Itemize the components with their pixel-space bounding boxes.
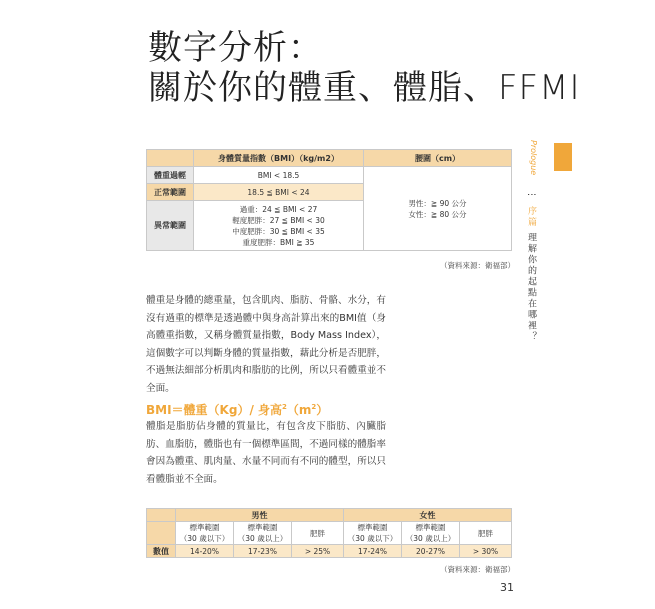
formula-suffix: （m xyxy=(286,403,312,417)
female-value-obese: > 30% xyxy=(460,545,512,558)
value-underweight: BMI < 18.5 xyxy=(194,167,364,184)
row-label-underweight: 體重過輕 xyxy=(147,167,194,184)
male-std-under30: 標準範圍 （30 歲以下） xyxy=(176,522,234,545)
formula-sup2: 2 xyxy=(311,403,317,411)
value-abnormal xyxy=(194,201,364,251)
paragraph-bmi: 體重是身體的總重量，包含肌肉、脂肪、骨骼、水分，有沒有過重的標準是透過體中與身高計算出來的BMI值（身高體重指數，又稱身體質量指數，Body Mass Index），這個數字可以判斷身體的質量指數，藉此分析是否肥胖，不過無法細部分析肌肉和脂肪的比例，所以只看體重並不全面。 xyxy=(146,295,386,394)
waist-male: 男性：≧ 90 公分 xyxy=(408,198,467,208)
title-line-1: 數字分析： xyxy=(148,28,323,68)
page-number: 31 xyxy=(500,581,514,594)
header-bmi: 身體質量指數（BMI）（kg/m2） xyxy=(194,150,364,167)
chapter-tab xyxy=(554,143,572,171)
moderate-obese-line: 中度肥胖：30 ≦ BMI < 35 xyxy=(232,226,325,236)
male-header: 男性 xyxy=(176,509,344,522)
body-fat-table xyxy=(146,508,512,558)
side-subtitle: 理解你的起點在哪裡？ xyxy=(526,232,536,343)
paragraph-body-fat: 體脂是脂肪佔身體的質量比，有包含皮下脂肪、內臟脂肪、血脂肪，體脂也有一個標準區間，不過同樣的體脂率會因為體重、肌肉量、水量不同而有不同的體型，所以只看體脂並不全面。 xyxy=(146,421,386,485)
female-value-under30: 17-24% xyxy=(344,545,402,558)
header-corner xyxy=(147,150,194,167)
formula-end: ） xyxy=(316,403,329,417)
female-obese-header: 肥胖 xyxy=(460,522,512,545)
side-highlight: 序篇 xyxy=(526,205,536,228)
male-std-over30: 標準範圍 （30 歲以上） xyxy=(234,522,292,545)
waist-cell xyxy=(364,167,512,251)
overweight-line: 過重：24 ≦ BMI < 27 xyxy=(239,204,318,214)
bmi-table xyxy=(146,149,512,251)
mild-obese-line: 輕度肥胖：27 ≦ BMI < 30 xyxy=(232,215,325,225)
corner-cell-2 xyxy=(147,522,176,545)
bmi-formula xyxy=(146,401,328,418)
side-chapter-text xyxy=(524,190,538,343)
value-normal: 18.5 ≦ BMI < 24 xyxy=(194,184,364,201)
female-std-over30: 標準範圍 （30 歲以上） xyxy=(402,522,460,545)
values-row-label: 數值 xyxy=(147,545,176,558)
side-brand: Prologue xyxy=(529,140,538,176)
header-waist: 腰圍（cm） xyxy=(364,150,512,167)
female-value-over30: 20-27% xyxy=(402,545,460,558)
female-header: 女性 xyxy=(344,509,512,522)
row-label-abnormal: 異常範圍 xyxy=(147,201,194,251)
severe-obese-line: 重度肥胖：BMI ≧ 35 xyxy=(242,237,315,247)
male-value-over30: 17-23% xyxy=(234,545,292,558)
formula-sup: 2 xyxy=(282,403,287,411)
title-line-2: 關於你的體重、體脂、FFMI xyxy=(148,68,581,108)
formula-prefix: BMI＝體重（Kg）/ 身高 xyxy=(146,403,283,417)
row-label-normal: 正常範圍 xyxy=(147,184,194,201)
table1-source: （資料來源：衛福部） xyxy=(440,261,515,270)
waist-female: 女性：≧ 80 公分 xyxy=(408,209,467,219)
female-std-under30: 標準範圍 （30 歲以下） xyxy=(344,522,402,545)
male-obese-header: 肥胖 xyxy=(292,522,344,545)
corner-cell xyxy=(147,509,176,522)
table2-source: （資料來源：衛福部） xyxy=(440,565,515,574)
side-dots: ⋮ xyxy=(526,190,536,201)
male-value-under30: 14-20% xyxy=(176,545,234,558)
male-value-obese: > 25% xyxy=(292,545,344,558)
page-title xyxy=(148,28,580,108)
